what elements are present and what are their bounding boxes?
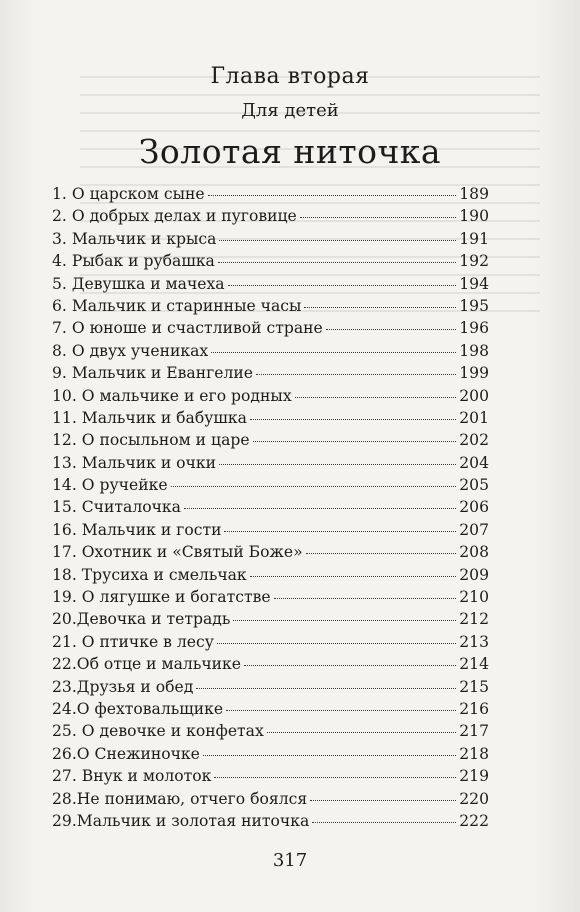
toc-entry-page: 202 — [459, 431, 489, 450]
toc-entry-title: 27. Внук и молоток — [52, 767, 212, 786]
dot-leader — [196, 686, 456, 689]
toc-entry-page: 218 — [459, 744, 489, 763]
dot-leader — [203, 753, 456, 756]
toc-entry-title: 29.Мальчик и золотая ниточка — [52, 811, 310, 830]
toc-entry-page: 210 — [459, 588, 489, 607]
dot-leader — [250, 574, 457, 577]
toc-entry — [52, 496, 489, 518]
toc-entry — [52, 586, 489, 608]
dot-leader — [219, 462, 456, 465]
toc-entry-title: 26.О Снежиночке — [52, 744, 200, 763]
toc-entry-page: 207 — [459, 520, 489, 539]
toc-entry — [52, 810, 489, 832]
dot-leader — [250, 417, 456, 420]
toc-entry-page: 195 — [459, 296, 489, 315]
toc-entry-page: 217 — [459, 722, 489, 741]
toc-entry — [52, 631, 489, 653]
toc-entry-page: 206 — [459, 498, 489, 517]
dot-leader — [208, 193, 457, 196]
section-subheading: Для детей — [241, 100, 339, 121]
toc-entry-title: 17. Охотник и «Святый Боже» — [52, 543, 303, 562]
toc-entry-page: 200 — [459, 386, 489, 405]
toc-entry-page: 205 — [459, 476, 489, 495]
dot-leader — [312, 820, 456, 823]
toc-entry-page: 190 — [459, 207, 489, 226]
toc-entry — [52, 250, 489, 272]
dot-leader — [306, 551, 457, 554]
toc-entry — [52, 743, 489, 765]
dot-leader — [326, 327, 456, 330]
toc-entry — [52, 205, 489, 227]
toc-entry — [52, 698, 489, 720]
toc-entry-page: 220 — [459, 789, 489, 808]
table-of-contents — [52, 183, 489, 832]
toc-entry — [52, 295, 489, 317]
toc-entry — [52, 452, 489, 474]
dot-leader — [219, 238, 456, 241]
toc-entry-title: 4. Рыбак и рубашка — [52, 252, 215, 271]
toc-entry — [52, 474, 489, 496]
toc-entry-title: 5. Девушка и мачеха — [52, 274, 225, 293]
toc-entry-title: 14. О ручейке — [52, 476, 168, 495]
toc-entry-page: 189 — [459, 185, 489, 203]
toc-entry-title: 6. Мальчик и старинные часы — [52, 296, 302, 315]
toc-entry-page: 216 — [459, 699, 489, 718]
toc-entry — [52, 541, 489, 563]
toc-entry-page: 198 — [459, 341, 489, 360]
toc-entry — [52, 564, 489, 586]
toc-entry-title: 11. Мальчик и бабушка — [52, 408, 247, 427]
toc-entry-title: 3. Мальчик и крыса — [52, 229, 217, 248]
toc-entry-title: 9. Мальчик и Евангелие — [52, 364, 254, 383]
toc-entry-page: 199 — [459, 364, 489, 383]
toc-entry-page: 209 — [459, 565, 489, 584]
toc-entry-page: 222 — [459, 811, 489, 830]
toc-entry — [52, 340, 489, 362]
toc-entry — [52, 788, 489, 810]
dot-leader — [218, 260, 456, 263]
toc-entry-page: 215 — [459, 677, 489, 696]
toc-entry-title: 25. О девочке и конфетах — [52, 722, 264, 741]
toc-entry-title: 15. Считалочка — [52, 498, 181, 517]
toc-entry-page: 219 — [459, 767, 489, 786]
toc-entry-title: 23.Друзья и обед — [52, 677, 194, 696]
toc-entry — [52, 765, 489, 787]
toc-entry — [52, 385, 489, 407]
dot-leader — [267, 730, 456, 733]
dot-leader — [171, 484, 457, 487]
toc-entry-page: 192 — [459, 252, 489, 271]
toc-entry-title: 21. О птичке в лесу — [52, 632, 214, 651]
toc-entry-title: 19. О лягушке и богатстве — [52, 588, 271, 607]
chapter-heading: Глава вторая — [210, 64, 370, 89]
page-number: 317 — [272, 850, 308, 871]
toc-entry — [52, 429, 489, 451]
toc-entry-title: 12. О посыльном и царе — [52, 431, 250, 450]
dot-leader — [253, 439, 457, 442]
toc-entry — [52, 653, 489, 675]
dot-leader — [184, 506, 456, 509]
toc-entry — [52, 608, 489, 630]
dot-leader — [310, 798, 456, 801]
toc-entry — [52, 720, 489, 742]
toc-entry — [52, 676, 489, 698]
toc-entry-page: 208 — [459, 543, 489, 562]
toc-entry-page: 191 — [459, 229, 489, 248]
toc-entry — [52, 228, 489, 250]
toc-entry — [52, 273, 489, 295]
toc-entry — [52, 362, 489, 384]
toc-entry-page: 194 — [459, 274, 489, 293]
section-title: Золотая ниточка — [138, 132, 442, 171]
dot-leader — [274, 596, 457, 599]
dot-leader — [304, 305, 456, 308]
toc-entry-page: 214 — [459, 655, 489, 674]
toc-entry-title: 10. О мальчике и его родных — [52, 386, 292, 405]
toc-entry-title: 7. О юноше и счастливой стране — [52, 319, 323, 338]
toc-entry-title: 22.Об отце и мальчике — [52, 655, 242, 674]
toc-entry-page: 213 — [459, 632, 489, 651]
toc-entry-page: 212 — [459, 610, 489, 629]
dot-leader — [300, 215, 456, 218]
toc-entry-page: 201 — [459, 408, 489, 427]
dot-leader — [211, 350, 456, 353]
toc-entry-title: 2. О добрых делах и пуговице — [52, 207, 297, 226]
toc-entry-page: 196 — [459, 319, 489, 338]
toc-entry-page: 204 — [459, 453, 489, 472]
toc-entry — [52, 317, 489, 339]
toc-entry-title: 13. Мальчик и очки — [52, 453, 217, 472]
dot-leader — [233, 618, 456, 621]
dot-leader — [244, 663, 456, 666]
toc-entry — [52, 183, 489, 205]
toc-entry-title: 20.Девочка и тетрадь — [52, 610, 231, 629]
toc-entry — [52, 407, 489, 429]
toc-entry-title: 18. Трусиха и смельчак — [52, 565, 247, 584]
dot-leader — [224, 529, 456, 532]
toc-entry-title: 8. О двух учениках — [52, 341, 209, 360]
dot-leader — [217, 641, 456, 644]
dot-leader — [228, 283, 457, 286]
dot-leader — [295, 395, 457, 398]
toc-entry-title: 16. Мальчик и гости — [52, 520, 222, 539]
toc-entry-title: 24.О фехтовальщике — [52, 699, 224, 718]
toc-entry-title: 1. О царском сыне — [52, 185, 205, 203]
toc-entry — [52, 519, 489, 541]
dot-leader — [256, 372, 456, 375]
dot-leader — [226, 708, 456, 711]
toc-entry-title: 28.Не понимаю, отчего боялся — [52, 789, 308, 808]
dot-leader — [214, 775, 456, 778]
